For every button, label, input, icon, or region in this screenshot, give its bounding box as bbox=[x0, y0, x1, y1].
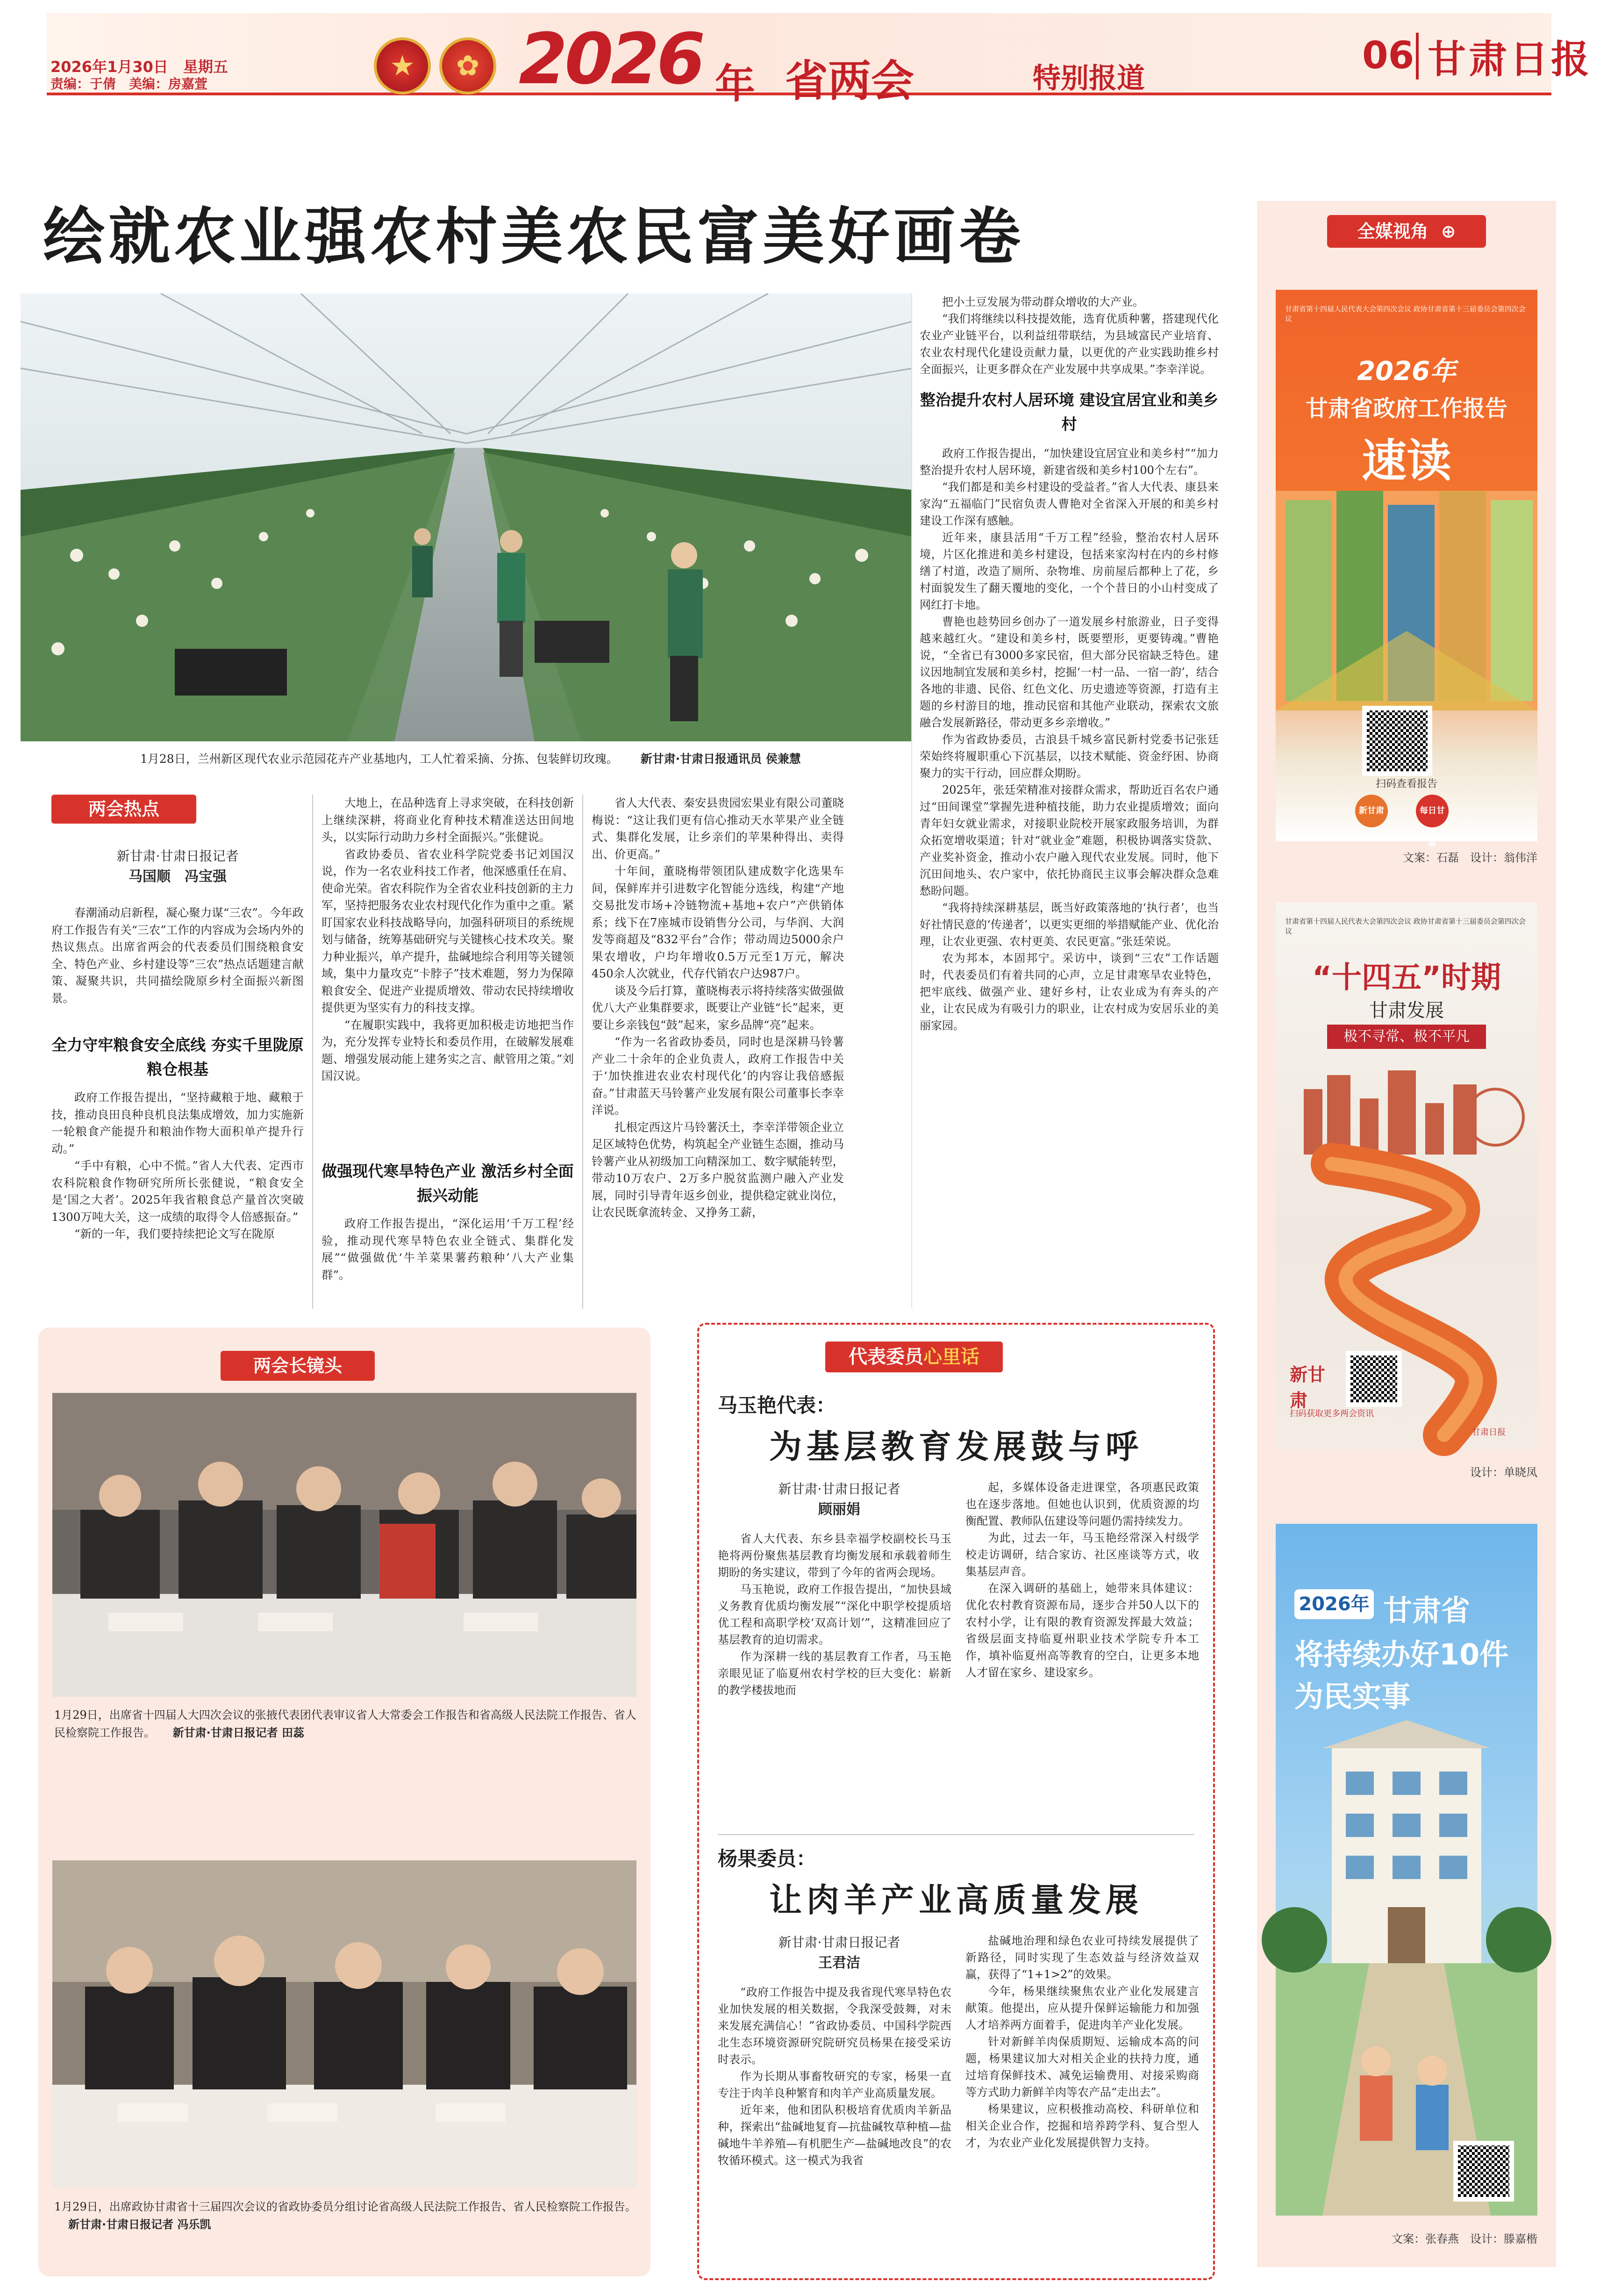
poster3-year: 2026年 bbox=[1294, 1589, 1374, 1619]
paragraph: 春潮涌动启新程，凝心聚力谋“三农”。今年政府工作报告有关“三农”工作的内容成为会场内外的热议焦点。出席省两会的代表委员们围绕粮食安全、特色产业、乡村建设等“三农”热点话题建言献策、凝聚共识，共同描绘陇原乡村全面振兴新图景。 bbox=[51, 906, 304, 1005]
person1-headline: 为基层教育发展鼓与呼 bbox=[769, 1428, 1143, 1466]
page-number: 06 bbox=[1362, 34, 1414, 77]
paragraph: “新的一年，我们要持续把论文写在陇原 bbox=[74, 1227, 275, 1241]
masthead bbox=[0, 0, 1600, 108]
year-digits: 2026 bbox=[519, 19, 703, 100]
person2-col2 bbox=[965, 1932, 1199, 2151]
paragraph: 作为长期从事畜牧研究的专家，杨果一直专注于肉羊良种繁育和肉羊产业高质量发展。 bbox=[718, 2070, 951, 2100]
hot-subhead-2: 做强现代寒旱特色产业 激活乡村全面振兴动能 bbox=[321, 1162, 574, 1205]
paragraph: “政府工作报告中提及我省现代寒旱特色农业加快发展的相关数据，令我深受鼓舞，对未来发展充满信心！”省政协委员、中国科学院西北生态环境资源研究院研究员杨果在接受采访时表示。 bbox=[718, 1986, 951, 2066]
poster1-event: 甘肃省第十四届人民代表大会第四次会议 政协甘肃省第十三届委员会第四次会议 bbox=[1285, 305, 1526, 323]
poster-ten-people-projects bbox=[1276, 1524, 1537, 2216]
person2-name: 杨果委员： bbox=[718, 1847, 816, 1870]
paragraph: 十年间，董晓梅带领团队建成数字化选果车间，保鲜库并引进数字化智能分选线，构建“产地交易批发市场+冷链物流+基地+农户”产供销体系；线下在7座城市设销售分公司，与华润、大润发等商超及“832平台”合作；带动周边5000余户果农增收，户均年增收0.5万元至1万元，解决450余人次就业，代存代销农户达987户。 bbox=[592, 864, 844, 980]
paragraph: 省人大代表、东乡县幸福学校副校长马玉艳将两份聚焦基层教育均衡发展和承载着师生期盼的务实建议，带到了今年的省两会现场。 bbox=[718, 1532, 951, 1579]
meeting-photo-2-drawing bbox=[52, 1860, 636, 2188]
poster1-landscape-drawing bbox=[1276, 491, 1537, 710]
hot-col4 bbox=[920, 294, 1219, 1034]
poster2-scan-text: 扫码获取更多两会资讯 bbox=[1290, 1409, 1374, 1419]
paragraph: 针对新鲜羊肉保质期短、运输成本高的问题，杨果建议加大对相关企业的扶持力度，通过培育保鲜技术、减免运输费用、对接采购商等方式助力新鲜羊肉等农产品“走出去”。 bbox=[965, 2035, 1199, 2099]
poster1-big: 速读 bbox=[1362, 435, 1451, 487]
hot-byline-org: 新甘肃·甘肃日报记者 bbox=[116, 848, 239, 864]
special-report-label: 特别报道 bbox=[1033, 62, 1145, 95]
hot-subhead-1: 全力守牢粮食安全底线 夯实千里陇原粮仓根基 bbox=[51, 1036, 304, 1078]
lens-photo-2 bbox=[52, 1860, 636, 2188]
cppcc-emblem-icon: ✿ bbox=[439, 37, 496, 94]
person-add-icon: ⊕ bbox=[1441, 221, 1456, 242]
person2-byline-name: 王君洁 bbox=[818, 1955, 860, 1971]
lens-photo-2-caption: 1月29日，出席政协甘肃省十三届四次会议的省政协委员分组讨论省高级人民法院工作报告、省人民检察院工作报告。 bbox=[54, 2200, 636, 2213]
meeting-photo-1-drawing bbox=[52, 1393, 636, 1697]
paragraph: 政府工作报告提出，“深化运用‘千万工程’经验，推动现代寒旱特色农业全链式、集群化发展”“做强做优‘牛羊菜果薯药粮种’八大产业集群”。 bbox=[321, 1217, 574, 1282]
poster1-qr-code[interactable] bbox=[1362, 706, 1432, 776]
section-tag-lens: 两会长镜头 bbox=[221, 1351, 375, 1381]
newspaper-name: 甘肃日报 bbox=[1428, 37, 1593, 82]
section-tag-media-view bbox=[1327, 215, 1486, 248]
paragraph: 曹艳也趁势回乡创办了一道发展乡村旅游业，日子变得越来越红火。“建设和美乡村，既要塑形，更要铸魂。”曹艳说，“全省已有3000多家民宿，但大部分民宿缺乏特色。建议因地制宜发展和美乡村，挖掘‘一村一品、一宿一韵’，结合各地的非遗、民俗、红色文化、历史遗迹等资源，打造有主题的乡村游目的地，推动民宿和其他产业联动，探索农文旅融合发展新路径，带动更多乡亲增收。” bbox=[920, 615, 1219, 729]
person1-col1 bbox=[718, 1530, 951, 1699]
hot-col1 bbox=[51, 904, 304, 1007]
paragraph: 近年来，康县活用“千万工程”经验，整治农村人居环境，片区化推进和美乡村建设，包括来家沟村在内的乡村修缮了村道，改造了厕所、杂物堆、房前屋后都种上了花，乡村面貌发生了翻天覆地的变化，一个个昔日的小山村变成了网红打卡地。 bbox=[920, 531, 1219, 611]
poster2-qr-code[interactable] bbox=[1346, 1351, 1402, 1407]
hot-byline bbox=[51, 846, 304, 887]
voices-section bbox=[697, 1323, 1215, 2280]
person2-byline-org: 新甘肃·甘肃日报记者 bbox=[778, 1935, 900, 1950]
paragraph: 2025年，张廷荣精准对接群众需求，帮助近百名农户通过“田间课堂”掌握先进种植技能，助力农业提质增效；面向青年妇女就业需求，对接职业院校开展家政服务培训，为群众拓宽增收渠道；针对“就业金”难题，积极协调落实贷款、产业奖补资金，推动小农户融入现代农业发展。同时，他下沉田间地头、农户家中，依托协商民主议事会解决群众急难愁盼问题。 bbox=[920, 783, 1219, 897]
poster-14th-five-year bbox=[1276, 902, 1537, 1449]
lens-photo-1-credit: 新甘肃·甘肃日报记者 田蕊 bbox=[172, 1726, 305, 1739]
lens-photo-1-caption-line bbox=[54, 1706, 638, 1742]
poster2-event: 甘肃省第十四届人民代表大会第四次会议 政协甘肃省第十三届委员会第四次会议 bbox=[1285, 917, 1526, 935]
poster1-title: 甘肃省政府工作报告 bbox=[1305, 395, 1507, 422]
national-emblem-icon: ★ bbox=[374, 37, 431, 94]
poster3-qr-code[interactable] bbox=[1453, 2141, 1514, 2202]
lens-photo-1 bbox=[52, 1393, 636, 1697]
poster2-logo: 新甘肃 bbox=[1290, 1364, 1326, 1411]
issue-date: 2026年1月30日 星期五 bbox=[50, 58, 228, 76]
column-divider bbox=[911, 294, 912, 1308]
voices-tag-a: 代表委员 bbox=[849, 1346, 923, 1368]
paragraph: 农为邦本，本固邦宁。采访中，谈到“三农”工作话题时，代表委员们有着共同的心声，立足甘肃寒旱农业特色，把牢底线、做强产业、建好乡村，让农业成为有奔头的产业，让农民成为有吸引力的职业，让农村成为安居乐业的美丽家园。 bbox=[920, 952, 1219, 1032]
person2-byline bbox=[718, 1932, 961, 1973]
poster2-sub: 甘肃发展 bbox=[1369, 1000, 1444, 1021]
lens-photo-2-caption-line bbox=[54, 2198, 638, 2233]
paragraph: 起，多媒体设备走进课堂，各项惠民政策也在逐步落地。但她也认识到，优质资源的均衡配置、教师队伍建设等问题仍需持续发力。 bbox=[965, 1481, 1199, 1528]
person1-byline-name: 顾丽娟 bbox=[818, 1501, 860, 1518]
section-divider bbox=[718, 1834, 1194, 1835]
hot-col2b bbox=[321, 1215, 574, 1284]
page-headline: 绘就农业强农村美农民富美好画卷 bbox=[43, 201, 1024, 273]
paragraph: 今年，杨果继续聚焦农业产业化发展建言献策。他提出，应从提升保鲜运输能力和加强人才培养两方面着手，促进肉羊产业化发展。 bbox=[965, 1985, 1199, 2031]
voices-tag-b: 心里话 bbox=[923, 1346, 979, 1368]
paragraph: “作为一名省政协委员，同时也是深耕马铃薯产业二十余年的企业负责人，政府工作报告中关于‘加快推进农业农村现代化’的内容让我倍感振奋。”甘肃蓝天马铃薯产业发展有限公司董事长李幸洋说。 bbox=[592, 1035, 844, 1117]
paragraph: “我将持续深耕基层，既当好政策落地的‘执行者’，也当好社情民意的‘传递者’，以更实更细的举措赋能产业、优化治理，让农业更强、农村更美、农民更富。”张廷荣说。 bbox=[920, 901, 1219, 948]
media-view-panel bbox=[1257, 201, 1556, 2267]
person1-byline-org: 新甘肃·甘肃日报记者 bbox=[778, 1481, 900, 1497]
hot-subhead-3: 整治提升农村人居环境 建设宜居宜业和美乡村 bbox=[920, 391, 1219, 433]
paragraph: 政府工作报告提出，“加快建设宜居宜业和美乡村”“加力整治提升农村人居环境，新建省级和美乡村100个左右”。 bbox=[920, 447, 1219, 477]
year-char: 年 bbox=[715, 61, 755, 108]
paragraph: 大地上，在品种选育上寻求突破，在科技创新上继续深耕，将商业化育种技术精准送达田间地头，以实际行动助力乡村全面振兴。”张健说。 bbox=[321, 796, 574, 844]
poster2-corner: 甘肃日报 bbox=[1472, 1428, 1506, 1437]
hot-byline-names: 马国顺 冯宝强 bbox=[129, 868, 227, 885]
paragraph: 省政协委员、省农业科学院党委书记刘国汉说，作为一名农业科技工作者，他深感重任在肩、使命光荣。省农科院作为全省农业科技创新的主力军，坚持把服务农业农村现代化作为重中之重。紧盯国家农业科技战略导向，加强科研项目的系统规划与储备，统筹基础研究与关键核心技术攻关。聚力种业振兴，单产提升，盐碱地综合利用等关键领域，集中力量攻克“卡脖子”技术难题，努力为保障粮食安全、促进产业提质增效、带动农民持续增收提供更为坚实有力的科技支撑。 bbox=[321, 847, 574, 1014]
paragraph: 马玉艳说，政府工作报告提出，“加快县域义务教育优质均衡发展”“深化中职学校提质培优工程和高职学校‘双高计划’”，这精准回应了基层教育的迫切需求。 bbox=[718, 1583, 951, 1646]
greenhouse-photo-drawing bbox=[21, 294, 912, 741]
paragraph: 杨果建议，应积极推动高校、科研单位和相关企业合作，挖掘和培养跨学科、复合型人才，为农业产业化发展提供智力支持。 bbox=[965, 2102, 1199, 2149]
paragraph: 作为深耕一线的基层教育工作者，马玉艳亲眼见证了临夏州农村学校的巨大变化：崭新的教学楼拔地而 bbox=[718, 1650, 951, 1697]
poster1-logo1: 新甘肃 bbox=[1355, 795, 1388, 827]
session-title: 省两会 bbox=[785, 56, 914, 106]
main-photo-caption-line bbox=[140, 750, 911, 768]
column-divider bbox=[312, 795, 313, 1309]
poster2-title: “十四五”时期 bbox=[1312, 961, 1501, 995]
paragraph: “手中有粮，心中不慌。”省人大代表、定西市农科院粮食作物研究所所长张健说，“粮食安全是‘国之大者’。2025年我省粮食总产量首次突破1300万吨大关，这一成绩的取得令人倍感振奋。” bbox=[51, 1159, 304, 1224]
person2-headline: 让肉羊产业高质量发展 bbox=[769, 1881, 1143, 1919]
poster3-line1: 将持续办好10件 bbox=[1294, 1637, 1509, 1672]
hot-col1b bbox=[51, 1089, 304, 1243]
editors-line: 责编：于倩 美编：房嘉萱 bbox=[50, 76, 208, 92]
poster1-logo2: 每日甘肃 bbox=[1416, 795, 1449, 827]
poster1-year: 2026年 bbox=[1357, 356, 1456, 387]
main-photo-caption: 1月28日，兰州新区现代农业示范园花卉产业基地内，工人忙着采摘、分拣、包装鲜切玫瑰。 bbox=[140, 752, 618, 766]
lens-photo-1-caption: 1月29日，出席省十四届人大四次会议的张掖代表团代表审议省人大常委会工作报告和省高级人民法院工作报告、省人民检察院工作报告。 bbox=[54, 1708, 636, 1739]
hot-col3 bbox=[592, 795, 844, 1221]
poster2-credit: 设计：单晓凤 bbox=[1470, 1466, 1537, 1479]
paragraph: “我们将继续以科技提效能，选育优质种薯，搭建现代化农业产业链平台，以利益纽带联结，为县域富民产业培育、农业农村现代化建设贡献力量，以更优的产业实践助推乡村全面振兴，让更多群众在产业发展中共享成果。”李幸洋说。 bbox=[920, 312, 1219, 376]
poster1-scan-text: 扫码查看报告 bbox=[1375, 778, 1437, 790]
poster3-credit: 文案：张春燕 设计：滕嘉楷 bbox=[1392, 2232, 1537, 2246]
poster3-province: 甘肃省 bbox=[1383, 1593, 1471, 1628]
lens-section bbox=[38, 1327, 650, 2276]
paragraph: 作为省政协委员，古浪县千城乡富民新村党委书记张廷荣始终将履职重心下沉基层，以技术赋能、资金纾困、协商聚力的实干行动，回应群众期盼。 bbox=[920, 733, 1219, 780]
paragraph: 扎根定西这片马铃薯沃土，李幸洋带领企业立足区域特色优势，构筑起全产业链生态圈，推动马铃薯产业从初级加工向精深加工、数字赋能转型，带动10万农户、2万多户脱贫监测户融入产业发展，同时引导青年返乡创业，提供稳定就业岗位，让农民既拿流转金、又挣务工薪， bbox=[592, 1120, 844, 1219]
masthead-divider bbox=[1416, 33, 1419, 79]
paragraph: 政府工作报告提出，“坚持藏粮于地、藏粮于技，推动良田良种良机良法集成增效，加力实施新一轮粮食产能提升和粮油作物大面积单产提升行动。” bbox=[51, 1091, 304, 1155]
person2-col1 bbox=[718, 1984, 951, 2169]
lens-photo-2-credit: 新甘肃·甘肃日报记者 冯乐凯 bbox=[68, 2218, 211, 2231]
paragraph: 谈及今后打算，董晓梅表示将持续落实做强做优八大产业集群要求，既要让产业链“长”起来，更要让乡亲钱包“鼓”起来，家乡品牌“亮”起来。 bbox=[592, 983, 844, 1032]
poster1-credit: 文案：石磊 设计：翁伟洋 bbox=[1403, 851, 1537, 864]
paragraph: 省人大代表、秦安县贵园宏果业有限公司董晓梅说：“这让我们更有信心推动天水苹果产业全链式、集群化发展，让乡亲们的苹果种得出、卖得出、价更高。” bbox=[592, 796, 844, 861]
poster2-badge: 极不寻常、极不平凡 bbox=[1327, 1025, 1486, 1049]
main-photo-credit: 新甘肃·甘肃日报通讯员 侯兼慧 bbox=[640, 752, 801, 766]
poster3-line2: 为民实事 bbox=[1294, 1679, 1411, 1714]
poster-report-quick-read bbox=[1276, 290, 1537, 848]
paragraph: 近年来，他和团队积极培育优质肉羊新品种，探索出“盐碱地复育—抗盐碱牧草种植—盐碱地牛羊养殖—有机肥生产—盐碱地改良”的农牧循环模式。这一模式为我省 bbox=[718, 2103, 951, 2167]
paragraph: 在深入调研的基础上，她带来具体建议：优化农村教育资源布局，逐步合并50人以下的农村小学，让有限的教育资源发挥最大效益；省级层面支持临夏州职业技术学院专升本工作，填补临夏州高等教育的空白，让更多本地人才留在家乡、建设家乡。 bbox=[965, 1582, 1199, 1679]
section-tag-voices bbox=[825, 1342, 1003, 1372]
media-view-label: 全媒视角 bbox=[1357, 221, 1429, 242]
paragraph: “在履职实践中，我将更加积极走访地把当作为，充分发挥专业特长和委员作用，在破解发展难题、增强发展动能上建务实之言、献管用之策。”刘国汉说。 bbox=[321, 1018, 574, 1083]
paragraph: 为此，过去一年，马玉艳经常深入村级学校走访调研，结合家访、社区座谈等方式，收集基层声音。 bbox=[965, 1531, 1199, 1578]
paragraph: “我们都是和美乡村建设的受益者。”省人大代表、康县来家沟“五福临门”民宿负责人曹艳对全省深入开展的和美乡村建设工作深有感触。 bbox=[920, 481, 1219, 527]
section-tag-hot-topics: 两会热点 bbox=[51, 795, 196, 824]
column-divider bbox=[582, 795, 583, 1309]
person1-name: 马玉艳代表： bbox=[718, 1394, 836, 1417]
paragraph: 把小土豆发展为带动群众增收的大产业。 bbox=[942, 295, 1144, 309]
person1-col2 bbox=[965, 1479, 1199, 1681]
main-photo-greenhouse bbox=[21, 294, 912, 741]
hot-col2 bbox=[321, 795, 574, 1085]
paragraph: 盐碱地治理和绿色农业可持续发展提供了新路径，同时实现了生态效益与经济效益双赢，获得了“1+1>2”的效果。 bbox=[965, 1934, 1199, 1981]
person1-byline bbox=[718, 1479, 961, 1520]
